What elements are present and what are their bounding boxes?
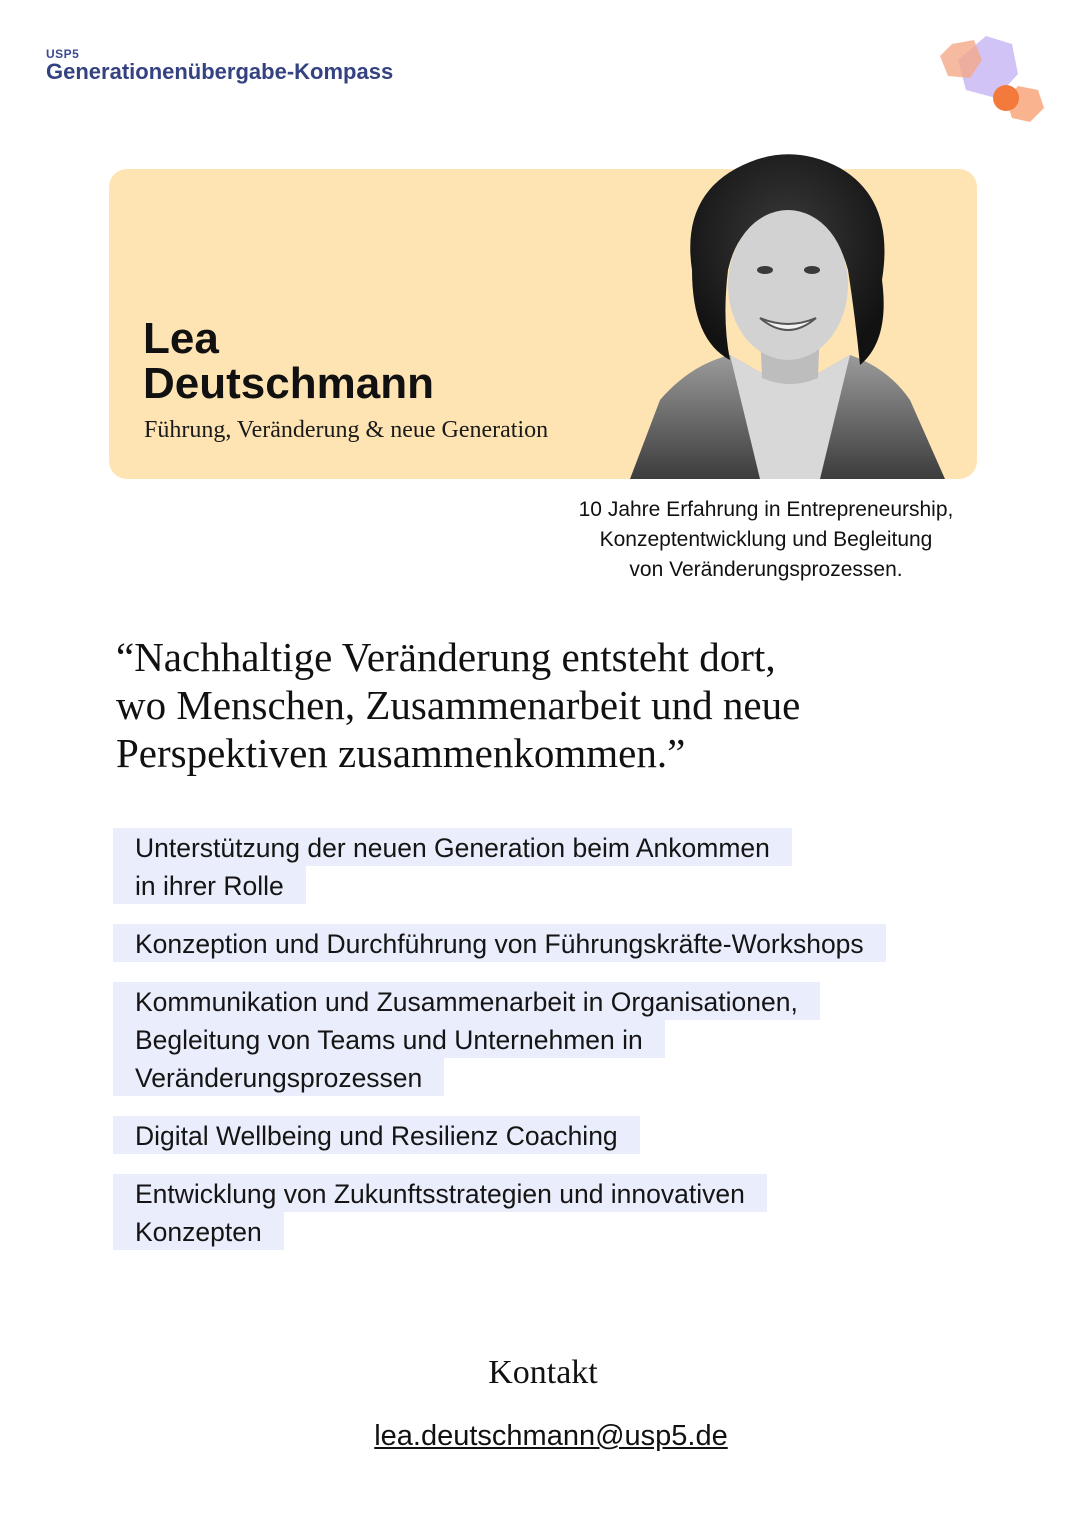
experience-summary xyxy=(540,495,992,585)
contact-heading: Kontakt xyxy=(488,1354,598,1391)
brand-title: Generationenübergabe-Kompass xyxy=(46,59,394,84)
brand-logo xyxy=(46,48,393,84)
service-item xyxy=(113,1174,993,1250)
service-item xyxy=(113,828,993,904)
person-tagline: Führung, Veränderung & neue Generation xyxy=(144,417,549,443)
last-name: Deutschmann xyxy=(143,359,434,408)
quote-line: Perspektiven zusammenkommen.” xyxy=(116,730,686,776)
person-name xyxy=(143,316,434,406)
service-line: Konzeption und Durchführung von Führungskräfte-Workshops xyxy=(113,924,886,962)
experience-line: 10 Jahre Erfahrung in Entrepreneurship, xyxy=(578,498,954,521)
services-list xyxy=(113,828,993,1270)
service-item xyxy=(113,982,993,1096)
portrait-photo-icon xyxy=(620,150,950,479)
service-line: Veränderungsprozessen xyxy=(113,1058,444,1096)
service-item xyxy=(113,924,993,962)
service-line: Begleitung von Teams und Unternehmen in xyxy=(113,1020,665,1058)
service-line: Kommunikation und Zusammenarbeit in Organisationen, xyxy=(113,982,820,1020)
service-item xyxy=(113,1116,993,1154)
quote-line: “Nachhaltige Veränderung entsteht dort, xyxy=(116,634,776,680)
service-line: in ihrer Rolle xyxy=(113,866,306,904)
service-line: Unterstützung der neuen Generation beim Ankommen xyxy=(113,828,792,866)
service-line: Entwicklung von Zukunftsstrategien und innovativen xyxy=(113,1174,767,1212)
service-line: Digital Wellbeing und Resilienz Coaching xyxy=(113,1116,640,1154)
brand-small-label: USP5 xyxy=(46,47,80,61)
contact-email-link[interactable]: lea.deutschmann@usp5.de xyxy=(374,1420,728,1452)
quote-line: wo Menschen, Zusammenarbeit und neue xyxy=(116,682,801,728)
service-line: Konzepten xyxy=(113,1212,284,1250)
hexagon-logo-icon xyxy=(936,34,1048,126)
experience-line: von Veränderungsprozessen. xyxy=(629,558,903,581)
experience-line: Konzeptentwicklung und Begleitung xyxy=(599,528,933,551)
first-name: Lea xyxy=(143,314,219,363)
quote xyxy=(116,633,1016,777)
